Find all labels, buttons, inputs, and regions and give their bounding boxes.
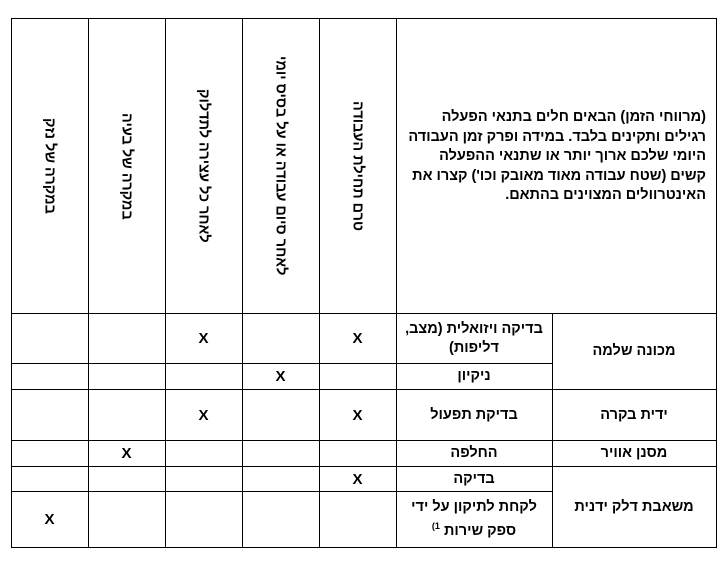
footnote-marker: 1): [431, 521, 440, 532]
check-mark: X: [275, 368, 286, 385]
action-label: החלפה: [450, 445, 498, 461]
action-label: בדיקה: [453, 470, 495, 487]
column-divider: [396, 18, 397, 548]
check-mark: X: [352, 470, 363, 488]
group-label-fuel-pump: משאבת דלק ידנית: [574, 498, 694, 515]
group-label-air-filter: מסנן אוויר: [600, 445, 668, 461]
column-header-before-work: [319, 19, 396, 313]
column-header-after-refuel: [165, 19, 242, 313]
column-header-label: לאחר סיום עבודה או על בסיס יומי: [272, 56, 289, 276]
check-mark: X: [198, 330, 209, 347]
group-label-whole-machine: מכונה שלמה: [592, 343, 676, 359]
column-header-label: לאחר כל עצירה לתדלוק: [195, 89, 212, 243]
maintenance-table: [11, 18, 717, 548]
check-mark: X: [352, 406, 363, 424]
check-mark: X: [352, 330, 363, 347]
action-label: לקחת לתיקון על ידי ספק שירות: [411, 499, 537, 539]
action-label: בדיקה ויזואלית (מצב, דליפות): [405, 320, 543, 356]
action-label: בדיקת תפעול: [430, 406, 518, 423]
column-header-label: טרם תחילת העבודה: [349, 101, 366, 231]
column-header-on-problem: [88, 19, 165, 313]
column-header-on-damage: [11, 19, 88, 313]
check-mark: X: [121, 445, 132, 462]
action-label: ניקיון: [457, 368, 491, 384]
header-note: (מרווחי הזמן) הבאים חלים בתנאי הפעלה רגילים ותקינים בלבד. במידה ופרק זמן העבודה היומי שלכם ארוך יותר או שתנאי ההפעלה קשים (שטח עבודה מאוד מאובק וכו') קצרו את האינטרוולים המצוינים בהתאם.: [408, 109, 706, 203]
column-header-after-work-daily: [242, 19, 319, 313]
check-mark: X: [44, 511, 55, 528]
column-header-label: במקרה של נזק: [41, 118, 58, 214]
table-border-bottom: [11, 547, 717, 548]
group-label-control-handle: ידית בקרה: [600, 406, 668, 423]
check-mark: X: [198, 406, 209, 424]
column-header-label: במקרה של בעיה: [118, 112, 135, 220]
action-label-with-footnote: [404, 492, 544, 547]
